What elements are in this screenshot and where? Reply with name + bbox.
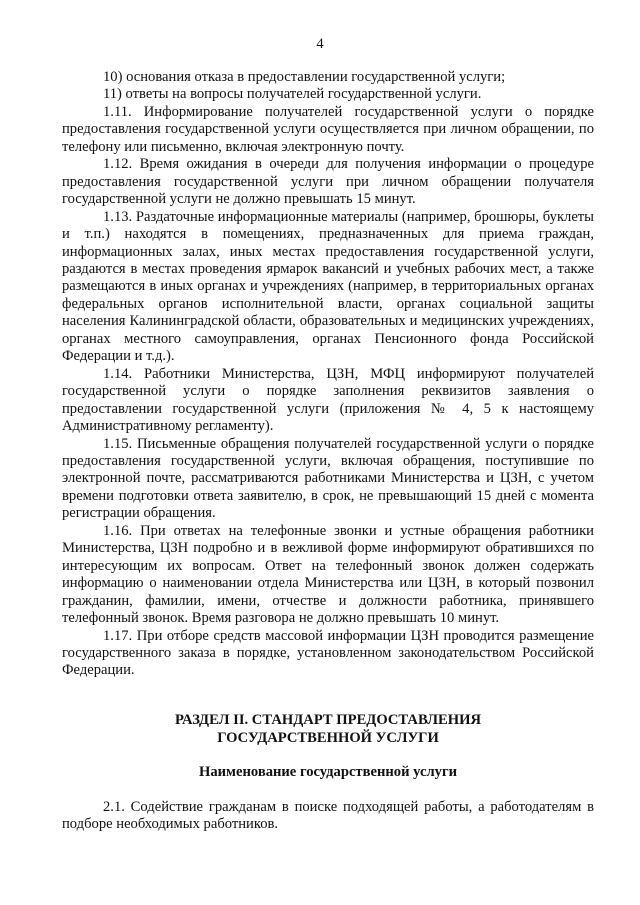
document-body <box>62 69 594 680</box>
final-paragraph-container <box>62 799 594 834</box>
section-title-line-2: ГОСУДАРСТВЕННОЙ УСЛУГИ <box>217 729 439 746</box>
page-number: 4 <box>316 36 324 52</box>
paragraph-1-13: 1.13. Раздаточные информационные материалы (например, брошюры, буклеты и т.п.) находятся в помещениях, предназначенных для приема граждан, информационных залах, иных местах предоставления государственной услуги, раздаются в местах проведения ярмарок вакансий и учебных рабочих мест, а также размещаются в иных органах и учреждениях (например, в территориальных органах федеральных органов исполнительной власти, органах социальной защиты населения Калининградской области, образовательных и медицинских учреждениях, органах местного самоуправления, органах Пенсионного фонда Российской Федерации и т.д.). <box>62 208 594 365</box>
paragraph-1-16: 1.16. При ответах на телефонные звонки и устные обращения работники Министерства, ЦЗН подробно и в вежливой форме информируют обратившихся по интересующим их вопросам. Ответ на телефонный звонок должен содержать информацию о наименовании отдела Министерства или ЦЗН, в который позвонил гражданин, фамилии, имени, отчестве и должности работника, принявшего телефонный звонок. Время разговора не должно превышать 10 минут. <box>62 522 594 627</box>
section-title <box>62 712 594 747</box>
paragraph-1-17: 1.17. При отборе средств массовой информации ЦЗН проводится размещение государственного заказа в порядке, установленном законодательством Российской Федерации. <box>62 627 594 679</box>
paragraph-1-15: 1.15. Письменные обращения получателей государственной услуги о порядке предоставления государственной услуги, включая обращения, поступившие по электронной почте, рассматриваются работниками Министерства и ЦЗН, с учетом времени подготовки ответа заявителю, в срок, не превышающий 15 дней с момента регистрации обращения. <box>62 435 594 522</box>
paragraph-1-11: 1.11. Информирование получателей государственной услуги о порядке предоставления государственной услуги осуществляется при личном обращении, по телефону или письменно, включая электронную почту. <box>62 103 594 155</box>
list-item-11: 11) ответы на вопросы получателей государственной услуги. <box>103 86 482 103</box>
paragraph-2-1: 2.1. Содействие гражданам в поиске подходящей работы, а работодателям в подборе необходимых работников. <box>62 799 594 833</box>
list-item-10: 10) основания отказа в предоставлении государственной услуги; <box>103 69 506 85</box>
subheading: Наименование государственной услуги <box>199 764 457 780</box>
section-title-line-1: РАЗДЕЛ II. СТАНДАРТ ПРЕДОСТАВЛЕНИЯ <box>175 712 481 728</box>
paragraph-1-14: 1.14. Работники Министерства, ЦЗН, МФЦ информируют получателей государственной услуги о порядке заполнения реквизитов заявления о предоставлении государственной услуги (приложения № 4, 5 к настоящему Административному регламенту). <box>62 365 594 435</box>
paragraph-1-12: 1.12. Время ожидания в очереди для получения информации о процедуре предоставления государственной услуги при личном обращении получателя государственной услуги не должно превышать 15 минут. <box>62 156 594 208</box>
